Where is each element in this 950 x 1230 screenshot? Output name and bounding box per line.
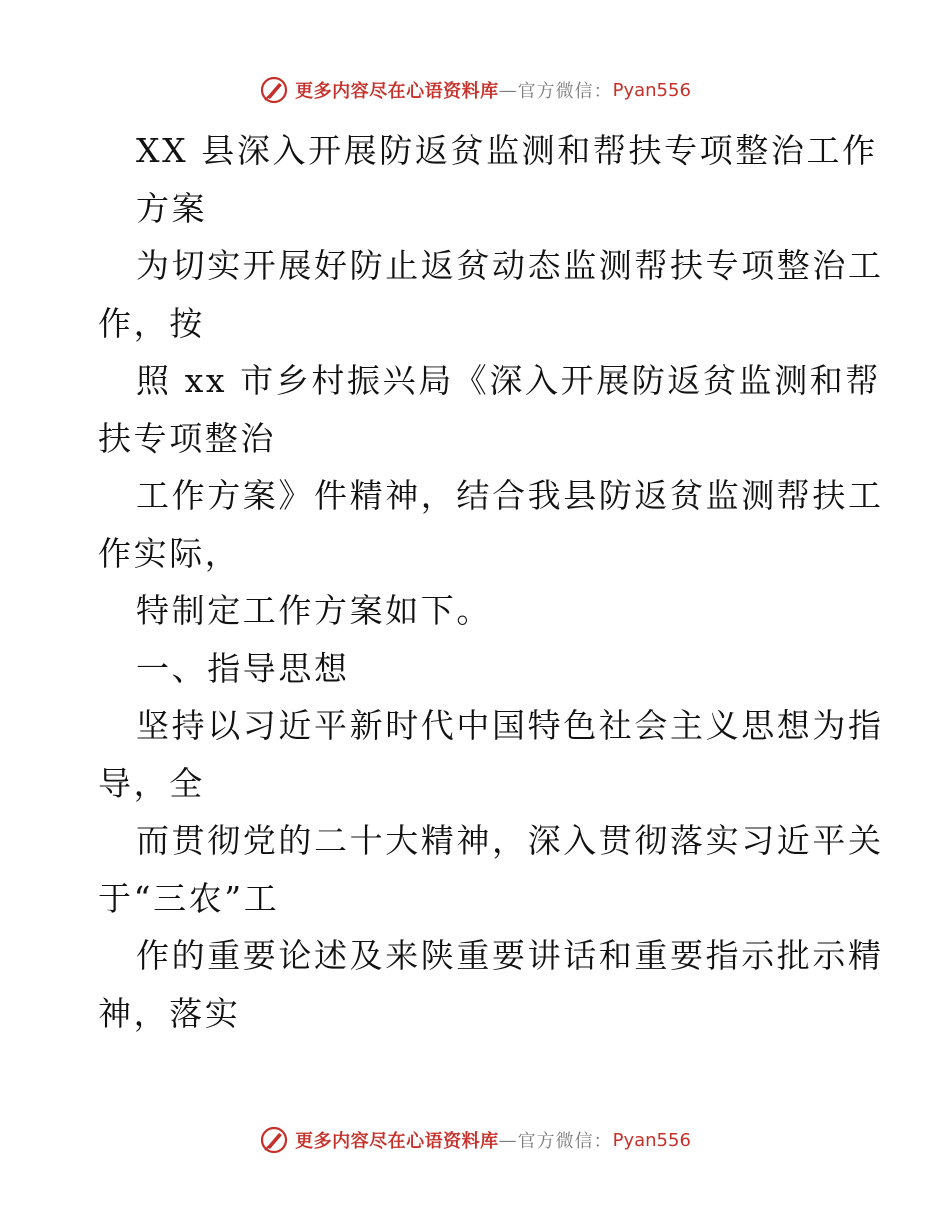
watermark-sub-text: 官方微信： <box>517 1131 613 1152</box>
watermark-footer <box>0 1120 950 1160</box>
paragraph-line: 扶专项整治 <box>98 418 276 458</box>
watermark-dash: — <box>498 79 518 101</box>
doc-title-line-1: XX 县深入开展防返贫监测和帮扶专项整治工作 <box>136 131 878 170</box>
watermark-wechat-id: Pyan556 <box>612 1129 691 1151</box>
paragraph-line: 作的重要论述及来陕重要讲话和重要指示批示精 <box>136 936 884 975</box>
paragraph-line: 工作方案》件精神，结合我县防返贫监测帮扶工 <box>136 476 884 515</box>
watermark-dash: — <box>498 1129 518 1151</box>
paragraph-line: 于“三农”工 <box>98 878 280 918</box>
quill-logo-icon <box>259 1125 289 1155</box>
watermark-wechat-id: Pyan556 <box>612 79 691 101</box>
watermark-main-text: 更多内容尽在心语资料库 <box>295 81 499 102</box>
section-heading: 一、指导思想 <box>136 648 350 688</box>
quill-logo-icon <box>259 75 289 105</box>
watermark-main-text: 更多内容尽在心语资料库 <box>295 1131 499 1152</box>
watermark-sub-text: 官方微信： <box>517 81 613 102</box>
paragraph-line: 导，全 <box>98 763 205 803</box>
paragraph-line: 神，落实 <box>98 993 241 1033</box>
doc-title-line-2: 方案 <box>136 188 208 228</box>
paragraph-line: 坚持以习近平新时代中国特色社会主义思想为指 <box>136 706 884 745</box>
paragraph-line: 照 xx 市乡村振兴局《深入开展防返贫监测和帮 <box>136 361 882 400</box>
document-body <box>98 122 884 1042</box>
paragraph-line: 为切实开展好防止返贫动态监测帮扶专项整治工 <box>136 246 884 285</box>
paragraph-line: 作实际， <box>98 533 241 573</box>
paragraph-line: 而贯彻党的二十大精神，深入贯彻落实习近平关 <box>136 821 884 860</box>
watermark-header <box>0 70 950 110</box>
paragraph-line: 作，按 <box>98 303 205 343</box>
paragraph-line: 特制定工作方案如下。 <box>136 591 492 630</box>
